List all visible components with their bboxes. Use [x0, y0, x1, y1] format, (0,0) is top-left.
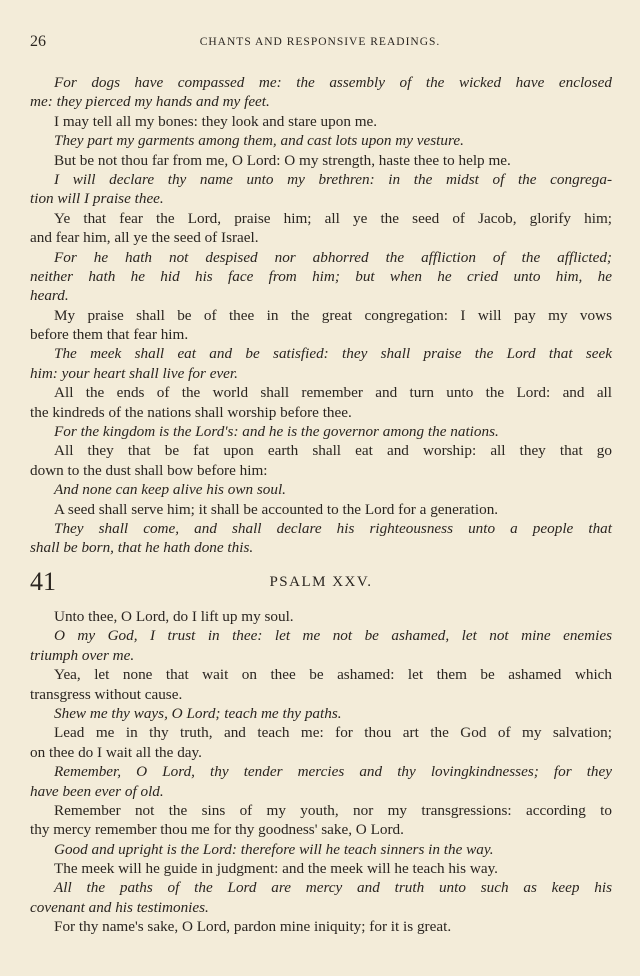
text-line: A seed shall serve him; it shall be accounted to the Lord for a generation. [54, 500, 499, 518]
text-line: on thee do I wait all the day. [30, 743, 202, 761]
text-line: Yea, let none that wait on thee be ashamed: let them be ashamed which [54, 666, 612, 684]
psalm-heading [30, 566, 612, 598]
page-number: 26 [30, 33, 46, 50]
text-line: transgress without cause. [30, 685, 183, 703]
text-line: Shew me thy ways, O Lord; teach me thy paths. [54, 704, 342, 722]
text-line: the kindreds of the nations shall worship before thee. [30, 403, 352, 421]
text-line: Good and upright is the Lord: therefore will he teach sinners in the way. [54, 840, 494, 858]
text-line: The meek shall eat and be satisfied: they shall praise the Lord that seek [54, 345, 612, 363]
text-line: down to the dust shall bow before him: [30, 461, 268, 479]
text-line: heard. [30, 287, 69, 305]
text-line: have been ever of old. [30, 782, 164, 800]
text-line: For dogs have compassed me: the assembly of the wicked have enclosed [54, 74, 612, 91]
text-line: Remember, O Lord, thy tender mercies and thy lovingkindnesses; for they [54, 763, 612, 781]
text-line: thy mercy remember thou me for thy goodness' sake, O Lord. [30, 821, 404, 839]
text-line: I may tell all my bones: they look and stare upon me. [54, 112, 378, 130]
text-line: shall be born, that he hath done this. [30, 539, 254, 557]
text-line: My praise shall be of thee in the great congregation: I will pay my vows [54, 306, 612, 324]
text-line: before them that fear him. [30, 326, 189, 344]
text-line: They shall come, and shall declare his righteousness unto a people that [54, 519, 612, 537]
page-header [30, 33, 610, 55]
text-line: And none can keep alive his own soul. [54, 481, 286, 499]
text-line: neither hath he hid his face from him; but when he cried unto him, he [30, 267, 612, 285]
psalm-number: 41 [30, 567, 56, 596]
text-line: For the kingdom is the Lord's: and he is the governor among the nations. [54, 423, 499, 441]
text-line: Lead me in thy truth, and teach me: for thou art the God of my salvation; [54, 724, 612, 742]
text-line: Remember not the sins of my youth, nor my transgressions: according to [54, 801, 612, 819]
text-line: him: your heart shall live for ever. [30, 364, 238, 382]
text-line: triumph over me. [30, 646, 135, 664]
text-line: Ye that fear the Lord, praise him; all ye the seed of Jacob, glorify him; [54, 209, 612, 227]
text-line: tion will I praise thee. [30, 190, 164, 208]
text-line: But be not thou far from me, O Lord: O my strength, haste thee to help me. [54, 151, 511, 169]
text-line: All the ends of the world shall remember and turn unto the Lord: and all [54, 384, 612, 402]
running-head: CHANTS AND RESPONSIVE READINGS. [199, 36, 441, 48]
text-line: and fear him, all ye the seed of Israel. [30, 229, 259, 247]
text-line: Unto thee, O Lord, do I lift up my soul. [54, 608, 294, 625]
text-line: For thy name's sake, O Lord, pardon mine iniquity; for it is great. [54, 918, 452, 936]
text-line: covenant and his testimonies. [30, 898, 209, 916]
text-line: They part my garments among them, and cast lots upon my vesture. [54, 132, 464, 150]
text-line: All they that be fat upon earth shall eat and worship: all they that go [54, 442, 612, 460]
text-line: O my God, I trust in thee: let me not be ashamed, let not mine enemies [54, 627, 612, 645]
text-line: The meek will he guide in judgment: and the meek will he teach his way. [54, 860, 498, 878]
text-line: For he hath not despised nor abhorred the affliction of the afflicted; [54, 248, 612, 266]
reading-section-one [30, 73, 612, 558]
psalm-title: PSALM XXV. [269, 574, 373, 590]
text-line: I will declare thy name unto my brethren: in the midst of the congrega- [54, 170, 612, 188]
text-line: me: they pierced my hands and my feet. [30, 93, 270, 111]
text-line: All the paths of the Lord are mercy and truth unto such as keep his [54, 879, 612, 897]
reading-section-two [30, 607, 612, 937]
